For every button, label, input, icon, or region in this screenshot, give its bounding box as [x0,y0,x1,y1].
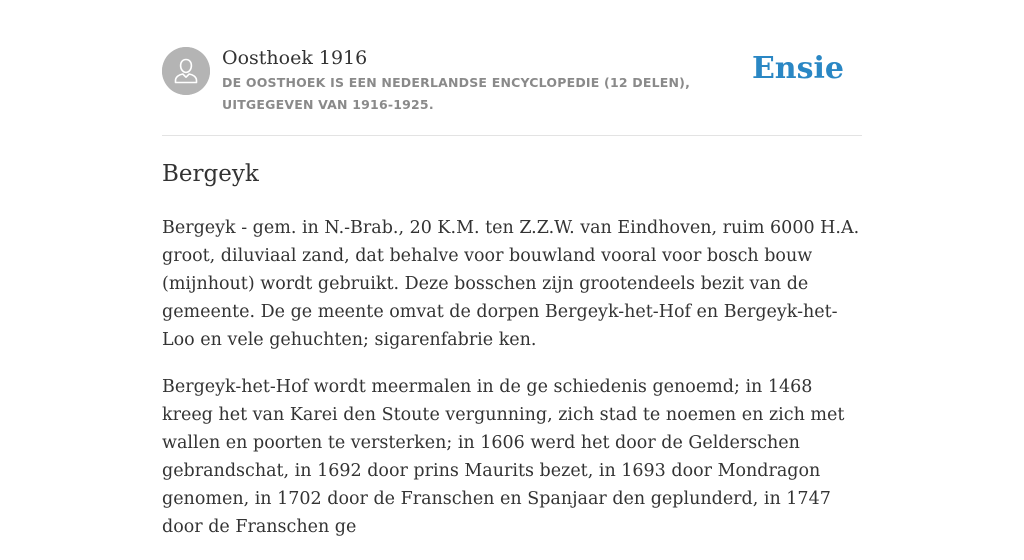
ensie-logo[interactable]: Ensie [751,51,844,86]
article-paragraph: Bergeyk - gem. in N.-Brab., 20 K.M. ten Z.Z.W. van Eindhoven, ruim 6000 H.A. groot, diluviaal zand, dat behalve voor bouwland vooral voor bosch bouw (mijnhout) wordt gebruikt. Deze bosschen zijn grootendeels bezit van de gemeente. De ge meente omvat de dorpen Bergeyk-het-Hof en Bergeyk-het-Loo en vele gehuchten; sigarenfabrie ken. [162,218,860,350]
source-title[interactable]: Oosthoek 1916 [222,47,368,69]
article [162,158,862,560]
article-paragraph: Bergeyk-het-Hof wordt meermalen in de ge schiedenis genoemd; in 1468 kreeg het van Karei den Stoute vergunning, zich stad te noemen en zich met wallen en poorten te versterken; in 1606 werd het door de Gelderschen gebrandschat, in 1692 door prins Maurits bezet, in 1693 door Mondragon genomen, in 1702 door de Franschen en Spanjaar den geplunderd, in 1747 door de Franschen ge [162,377,845,537]
source-description: DE OOSTHOEK IS EEN NEDERLANDSE ENCYCLOPEDIE (12 DELEN), UITGEGEVEN VAN 1916-1925. [222,75,691,112]
header-divider [162,135,862,136]
user-avatar-icon [162,47,210,95]
article-title: Bergeyk [162,161,259,187]
avatar[interactable] [162,47,210,95]
source-header [162,46,862,136]
